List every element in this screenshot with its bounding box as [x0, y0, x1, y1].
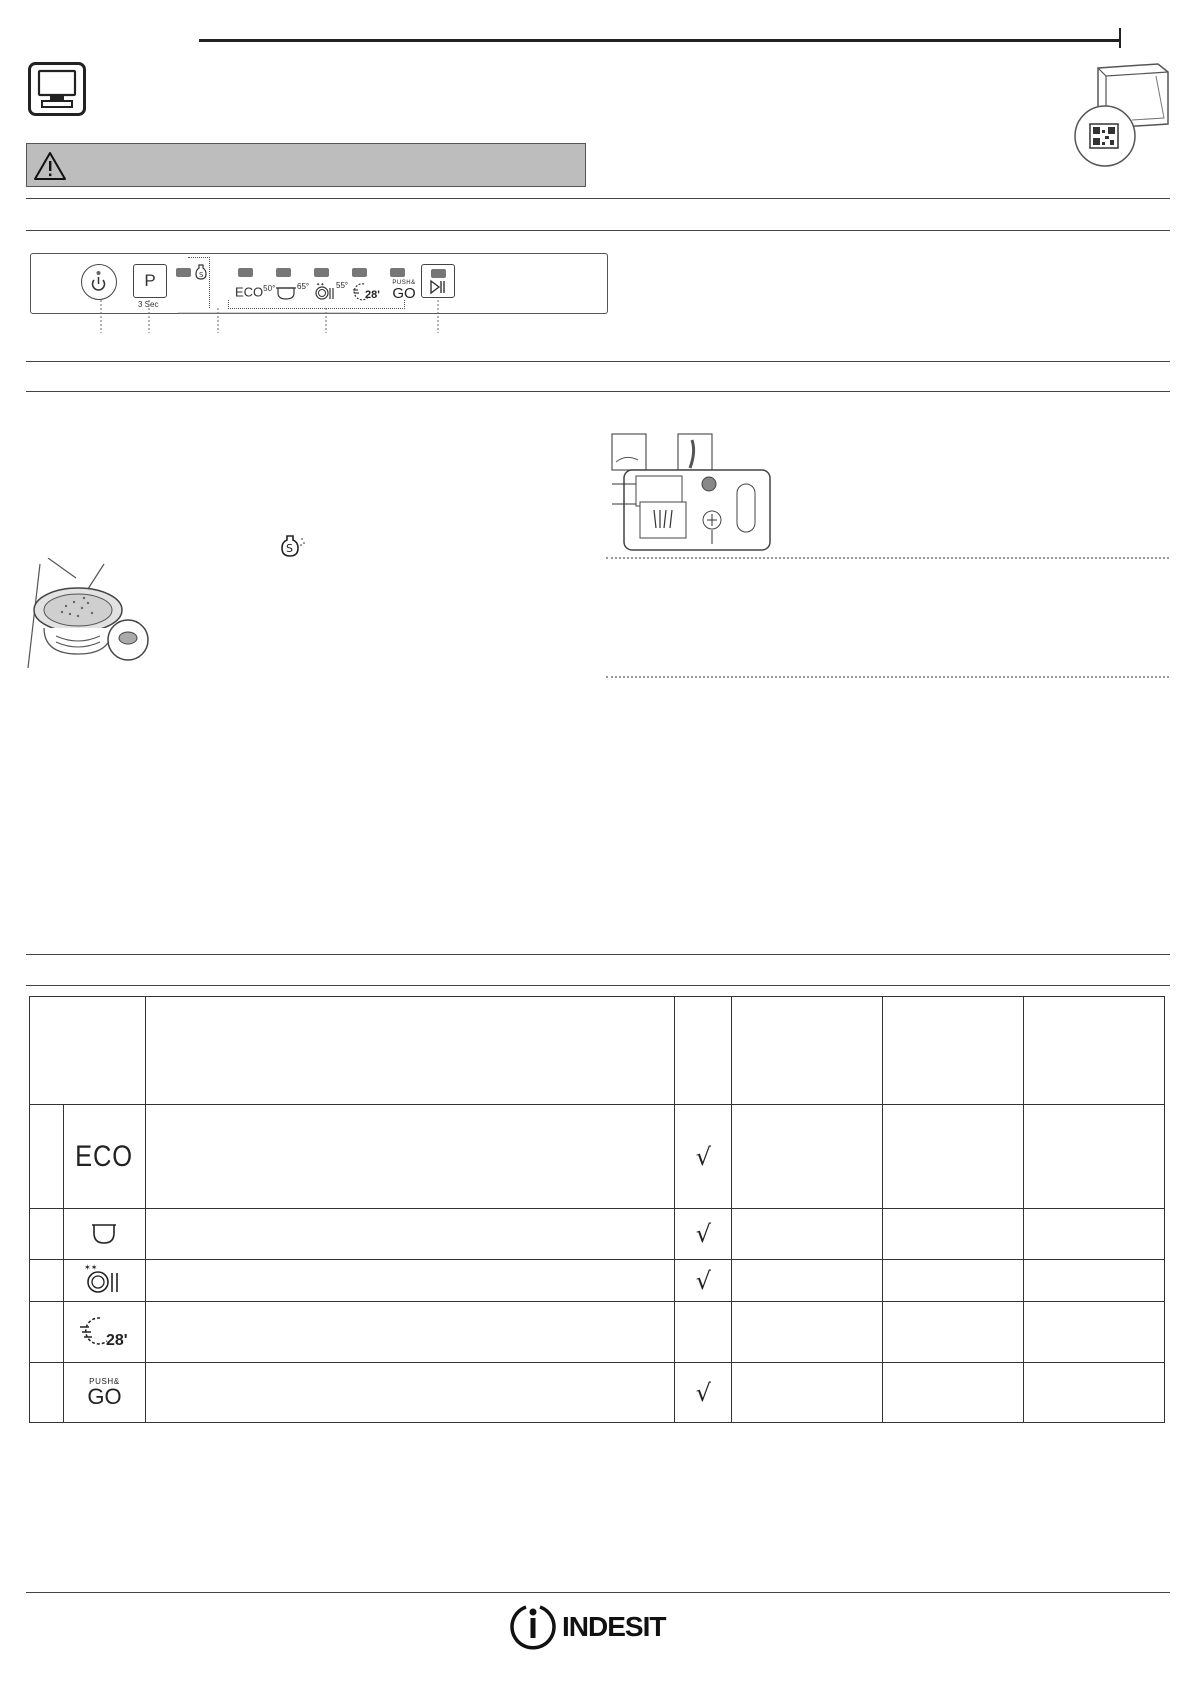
program-button[interactable]: [133, 264, 167, 298]
eco-text-icon: ECO: [63, 1105, 145, 1209]
value-cell: [1024, 1302, 1165, 1363]
row-number-cell: [30, 1209, 64, 1260]
value-cell: [883, 1105, 1024, 1209]
row-number-cell: [30, 1363, 64, 1423]
table-row: [30, 1302, 1165, 1363]
brand-name: INDESIT: [562, 1611, 666, 1642]
warning-triangle-icon: [33, 151, 67, 181]
play-pause-icon: [422, 278, 454, 298]
section-divider: [26, 985, 1170, 986]
salt-bottle-icon: [280, 533, 306, 559]
eco-program-icon: [235, 284, 275, 299]
panel-leader-lines: [0, 300, 600, 340]
program-table: [29, 996, 1165, 1423]
footer-divider: [26, 1592, 1170, 1593]
table-row: [30, 1363, 1165, 1423]
section-divider: [26, 361, 1170, 362]
header-cell: [1024, 997, 1165, 1105]
push-go-label: GO: [392, 285, 416, 302]
dotted-divider: [606, 676, 1169, 678]
check-cell: √: [675, 1209, 732, 1260]
value-cell: [1024, 1260, 1165, 1302]
led-intensive: [276, 268, 291, 277]
row-number-cell: [30, 1260, 64, 1302]
warning-bar: [26, 143, 586, 187]
header-cell: [732, 997, 883, 1105]
header-cell: [145, 997, 674, 1105]
header-cell: [883, 997, 1024, 1105]
normal-plate-icon: [314, 281, 352, 301]
description-cell: [145, 1363, 674, 1423]
detergent-dispenser-illustration: [610, 432, 774, 554]
start-pause-button[interactable]: [421, 264, 455, 298]
quick-program-icon: [352, 280, 390, 302]
value-cell: [732, 1302, 883, 1363]
indesit-logo: [508, 1601, 692, 1651]
svg-text:S: S: [199, 271, 204, 279]
led-quick: [352, 268, 367, 277]
value-cell: [883, 1209, 1024, 1260]
plate-cutlery-icon: [63, 1260, 145, 1302]
value-cell: [883, 1302, 1024, 1363]
push-go-top: PUSH&: [89, 1377, 120, 1386]
top-rule: [199, 39, 1120, 42]
indesit-i-icon: [508, 1601, 558, 1651]
value-cell: [732, 1105, 883, 1209]
eco-program-label: ECO: [235, 284, 264, 300]
eco-program-temp: 50°: [263, 284, 276, 293]
svg-text:✶✶: ✶✶: [84, 1263, 98, 1272]
svg-text:✦✦: ✦✦: [316, 282, 325, 288]
section-divider: [26, 198, 1170, 199]
value-cell: [1024, 1363, 1165, 1423]
power-icon: [82, 265, 116, 299]
check-cell: √: [675, 1260, 732, 1302]
program-button-label: P: [144, 271, 156, 290]
program-button-hold-label: 3 Sec: [138, 300, 159, 309]
push-go-top: PUSH&: [392, 280, 416, 286]
quick-28-icon: [63, 1302, 145, 1363]
section-divider: [26, 230, 1170, 231]
table-row: [30, 1260, 1165, 1302]
header-cell: [675, 997, 732, 1105]
push-go-icon: [63, 1363, 145, 1423]
value-cell: [883, 1260, 1024, 1302]
table-header-row: [30, 997, 1165, 1105]
pot-icon: [63, 1209, 145, 1260]
section-divider: [26, 391, 1170, 392]
description-cell: [145, 1209, 674, 1260]
table-row: [30, 1105, 1165, 1209]
check-cell: √: [675, 1105, 732, 1209]
description-cell: [145, 1260, 674, 1302]
value-cell: [1024, 1209, 1165, 1260]
table-row: [30, 1209, 1165, 1260]
description-cell: [145, 1105, 674, 1209]
top-rule-tick: [1119, 28, 1121, 48]
power-button[interactable]: [81, 264, 117, 300]
quick-time: 28': [365, 289, 380, 301]
value-cell: [732, 1260, 883, 1302]
value-cell: [732, 1363, 883, 1423]
quick-28-label: 28': [105, 1332, 128, 1349]
led-normal: [314, 268, 329, 277]
row-number-cell: [30, 1105, 64, 1209]
row-number-cell: [30, 1302, 64, 1363]
intensive-temp: 65°: [297, 282, 310, 291]
value-cell: [883, 1363, 1024, 1423]
check-cell: [675, 1302, 732, 1363]
header-cell: [30, 997, 146, 1105]
dishwasher-qr-illustration: [1072, 58, 1170, 170]
description-cell: [145, 1302, 674, 1363]
push-go-label: GO: [87, 1384, 122, 1409]
led-eco: [238, 268, 253, 277]
salt-reservoir-illustration: [26, 558, 152, 678]
dotted-divider: [606, 557, 1169, 559]
svg-text:S: S: [286, 542, 293, 555]
monitor-icon: [28, 62, 86, 116]
value-cell: [1024, 1105, 1165, 1209]
section-divider: [26, 954, 1170, 955]
start-led: [431, 269, 446, 278]
normal-temp: 55°: [336, 281, 349, 290]
check-cell: √: [675, 1363, 732, 1423]
led-pushgo: [390, 268, 405, 277]
value-cell: [732, 1209, 883, 1260]
